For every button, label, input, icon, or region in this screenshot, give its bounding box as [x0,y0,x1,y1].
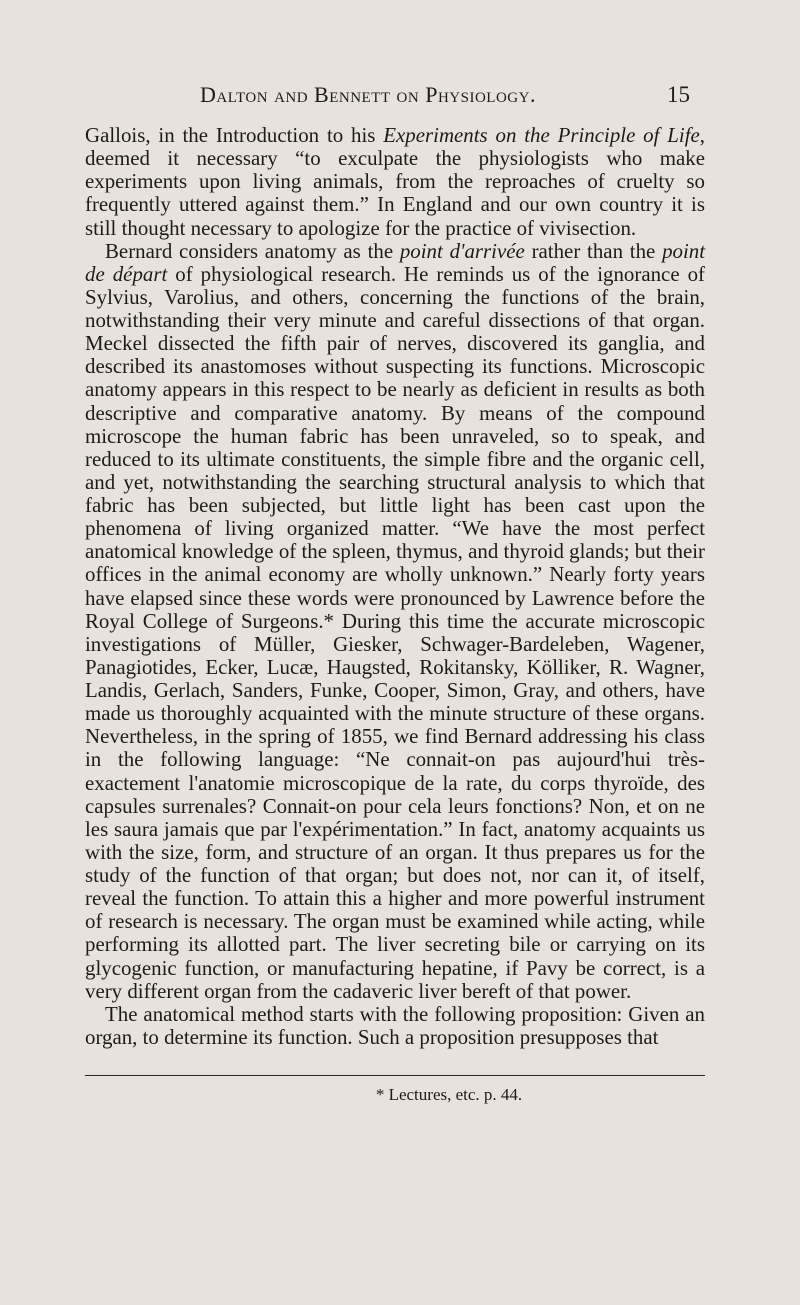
italic-text: point de départ [85,238,706,286]
text-run: The anatomical method starts with the following proposition: Given an organ, to determine its function. Such a proposition presupposes that [85,1001,705,1049]
paragraph [85,1003,705,1049]
page-number: 15 [667,82,690,107]
paragraph [85,124,705,240]
text-run: , deemed it necessary “to exculpate the physiologists who make experiments upon living animals, from the reproaches of cruelty so frequently uttered against them.” In England and our own country it is still thought necessary to apologize for the practice of vivisection. [85,123,706,240]
text-run: rather than the [524,238,663,263]
running-head: Dalton and Bennett on Physiology. [200,82,536,107]
footnote: * Lectures, etc. p. 44. [375,1085,523,1104]
body-text [85,124,705,1049]
text-run: Gallois, in the Introduction to his [85,123,384,147]
text-run: of physiological research. He reminds us of the ignorance of Sylvius, Varolius, and others, concerning the functions of the brain, notwithstanding their very minute and careful dissections of that organ. Meckel dissected the fifth pair of nerves, discovered its ganglia, and described its anastomoses without suspecting its functions. Microscopic anatomy appears in this respect to be nearly as deficient in results as both descriptive and comparative anatomy. By means of the compound microscope the human fabric has been unraveled, so to speak, and reduced to its ultimate constituents, the simple fibre and the organic cell, and yet, notwithstanding the searching structural analysis to which that fabric has been subjected, but little light has been cast upon the phenomena of living organized matter. “We have the most perfect anatomical knowledge of the spleen, thymus, and thyroid glands; but their offices in the animal economy are wholly unknown.” Nearly forty years have elapsed since these words were pronounced by Lawrence before the Royal College of Surgeons.* During this time the accurate microscopic investigations of Müller, Giesker, Schwager-Bardeleben, Wagener, Panagiotides, Ecker, Lucæ, Haugsted, Rokitansky, Kölliker, R. Wagner, Landis, Gerlach, Sanders, Funke, Cooper, Simon, Gray, and others, have made us thoroughly acquainted with the minute structure of these organs. Nevertheless, in the spring of 1855, we find Bernard addressing his class in the following language: “Ne connait-on pas aujourd'hui très-exactement l'anatomie microscopique de la rate, du corps thyroïde, des capsules surrenales? Connait-on pour cela leurs fonctions? Non, et on ne les saura jamais que par l'expérimentation.” In fact, anatomy acquaints us with the size, form, and structure of an organ. It thus prepares us for the study of the function of that organ; but does not, nor can it, of itself, reveal the function. To attain this a higher and more powerful instrument of research is necessary. The organ must be examined while acting, while performing its allotted part. The liver secreting bile or carrying on its glycogenic function, or manufacturing hepatine, if Pavy be correct, is a very different organ from the cadaveric liver bereft of that power. [85,261,705,1003]
page-header [200,82,690,114]
paragraph [85,240,705,1003]
italic-text: Experiments on the Principle of Life [383,123,700,147]
text-run: Bernard considers anatomy as the [105,238,400,263]
italic-text: point d'arrivée [399,238,525,263]
footnote-divider [85,1075,705,1076]
